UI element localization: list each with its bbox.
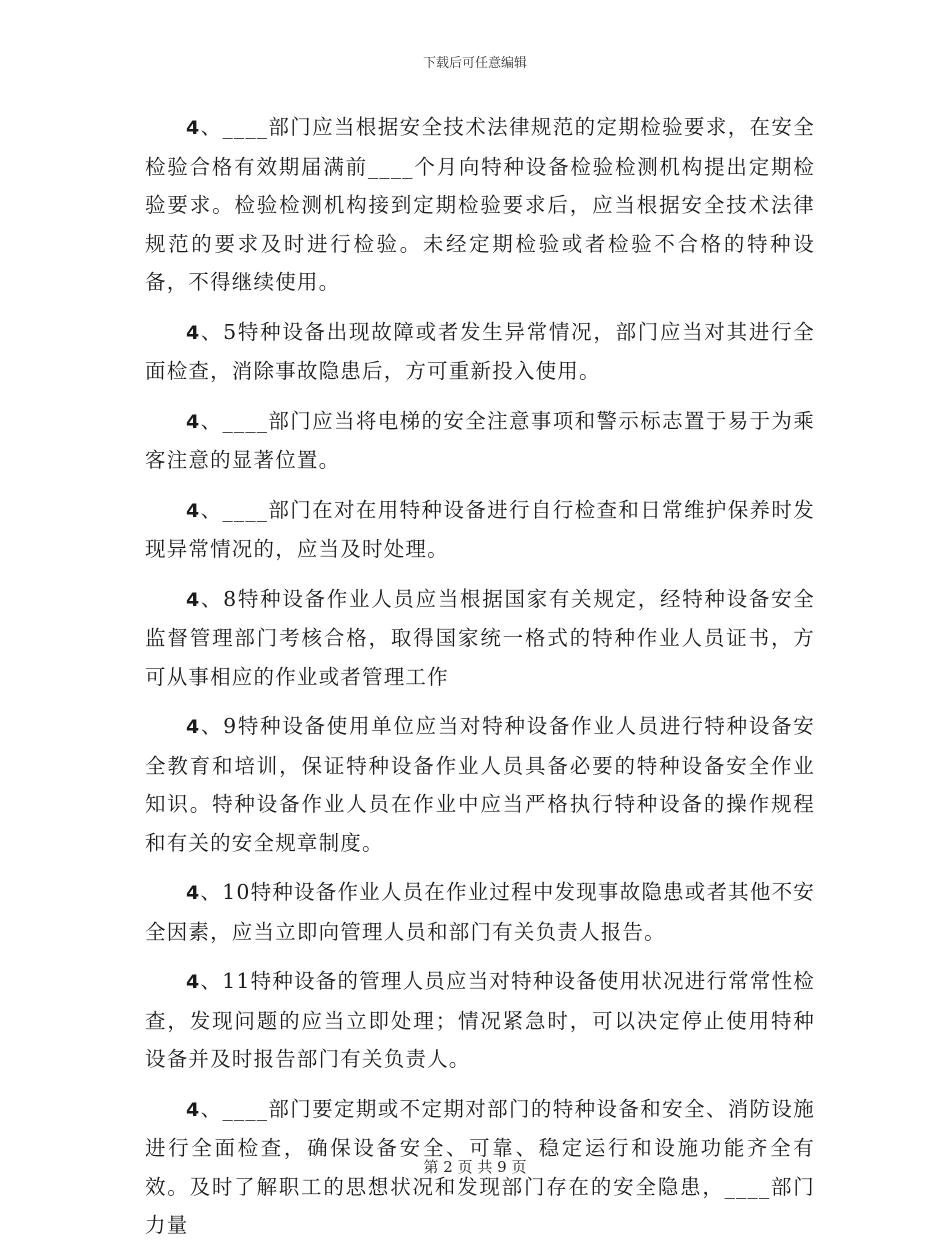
paragraph-text: 、8特种设备作业人员应当根据国家有关规定，经特种设备安全监督管理部门考核合格，取得国家统一格式的特种作业人员证书，方可从事相应的作业或者管理工作	[145, 586, 815, 689]
paragraph-3	[145, 402, 815, 480]
paragraph-text: 、____部门要定期或不定期对部门的特种设备和安全、消防设施进行全面检查，确保设备安全、可靠、稳定运行和设施功能齐全有效。及时了解职工的思想状况和发现部门存在的安全隐患，____部门力量	[145, 1096, 815, 1237]
paragraph-5	[145, 580, 815, 697]
paragraph-number: 4	[186, 588, 201, 611]
page-header: 下载后可任意编辑	[422, 56, 527, 71]
paragraph-text: 、9特种设备使用单位应当对特种设备作业人员进行特种设备安全教育和培训，保证特种设备作业人员具备必要的特种设备安全作业知识。特种设备作业人员在作业中应当严格执行特种设备的操作规程和有关的安全规章制度。	[145, 714, 815, 855]
paragraph-number: 4	[186, 410, 201, 433]
paragraph-text: 、____部门在对在用特种设备进行自行检查和日常维护保养时发现异常情况的，应当及时处理。	[145, 497, 815, 561]
paragraph-7	[145, 873, 815, 951]
paragraph-text: 、____部门应当将电梯的安全注意事项和警示标志置于易于为乘客注意的显著位置。	[145, 408, 815, 472]
paragraph-number: 4	[186, 117, 201, 139]
paragraph-number: 4	[186, 1098, 201, 1121]
page-footer: 第 2 页 共 9 页	[423, 1158, 527, 1176]
paragraph-6	[145, 707, 815, 862]
paragraph-1	[145, 108, 815, 302]
paragraph-text: 、10特种设备作业人员在作业过程中发现事故隐患或者其他不安全因素，应当立即向管理人员和部门有关负责人报告。	[145, 880, 815, 944]
paragraph-text: 、5特种设备出现故障或者发生异常情况，部门应当对其进行全面检查，消除事故隐患后，方可重新投入使用。	[145, 319, 815, 383]
paragraph-number: 4	[186, 499, 201, 522]
paragraph-number: 4	[186, 882, 201, 904]
document-body	[145, 108, 815, 1256]
paragraph-2	[145, 313, 815, 391]
paragraph-text: 、____部门应当根据安全技术法律规范的定期检验要求，在安全检验合格有效期届满前____个月向特种设备检验检测机构提出定期检验要求。检验检测机构接到定期检验要求后，应当根据安全技术法律规范的要求及时进行检验。未经定期检验或者检验不合格的特种设备，不得继续使用。	[145, 115, 815, 294]
paragraph-number: 4	[186, 716, 201, 738]
paragraph-text: 、11特种设备的管理人员应当对特种设备使用状况进行常常性检查，发现问题的应当立即处理；情况紧急时，可以决定停止使用特种设备并及时报告部门有关负责人。	[145, 969, 815, 1071]
paragraph-number: 4	[186, 971, 201, 993]
paragraph-4	[145, 491, 815, 569]
paragraph-8	[145, 962, 815, 1079]
paragraph-number: 4	[186, 321, 201, 344]
